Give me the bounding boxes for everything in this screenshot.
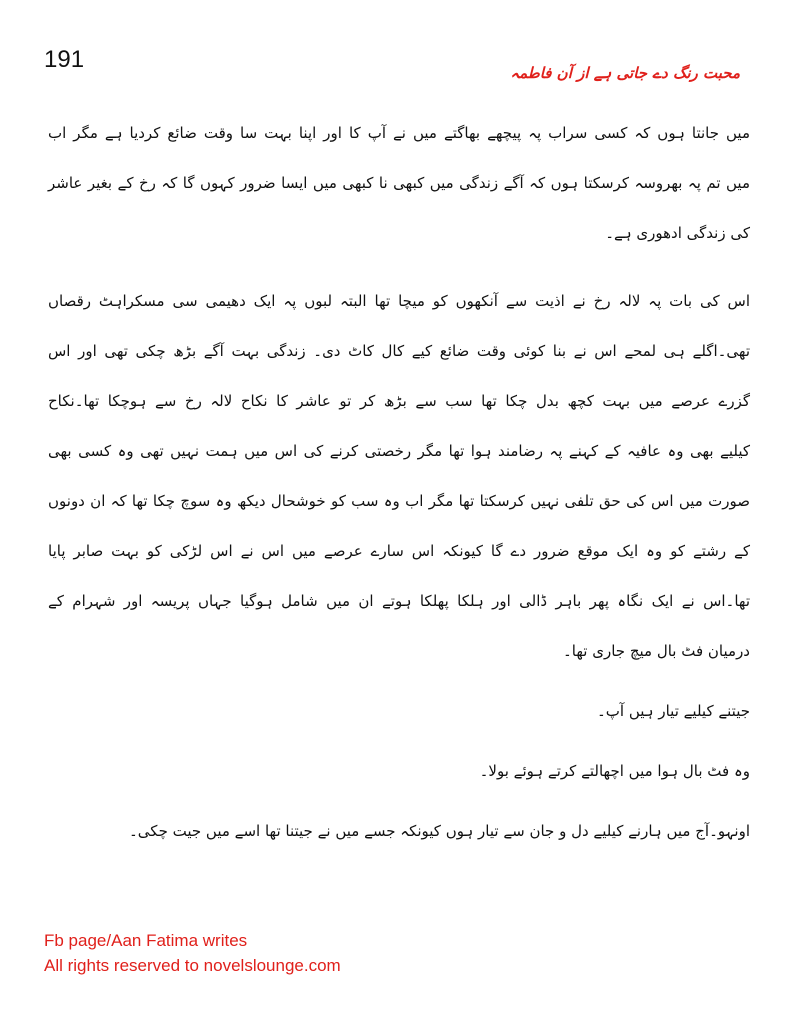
text-line: درمیان فٹ بال میچ جاری تھا۔ (563, 642, 750, 660)
text-line: صورت میں اس کی حق تلفی نہیں کرسکتا تھا مگر اب وہ سب کو خوشحال دیکھ وہ سوچ چکا تھا کہ ان دونوں (48, 492, 750, 510)
text-line: تھا۔اس نے ایک نگاہ پھر باہر ڈالی اور ہلکا پھلکا ہوتے ان میں شامل ہوگیا جہاں پریسہ اور شہرام کے (48, 592, 750, 610)
text-line: کی زندگی ادھوری ہے۔ (605, 224, 750, 242)
footer-rights: All rights reserved to novelslounge.com (44, 956, 341, 975)
text-line: کیلیے بھی وہ عافیہ کے کہنے پہ رضامند ہوا تھا مگر رخصتی کرنے کی اس میں ہمت نہیں تھی وہ کسی بھی (48, 442, 750, 460)
header-title: محبت رنگ دے جاتی ہے از آن فاطمہ (510, 64, 740, 82)
text-line: اس کی بات پہ لالہ رخ نے اذیت سے آنکھوں کو میچا تھا البتہ لبوں پہ ایک دھیمی سی مسکراہٹ رقصاں (48, 292, 750, 310)
paragraph-gap (48, 676, 750, 686)
text-line: گزرے عرصے میں بہت کچھ بدل چکا تھا سب سے بڑھ کر تو عاشر کا نکاح لالہ رخ سے ہوچکا تھا۔نکاح (48, 392, 750, 410)
text-line: جیتنے کیلیے تیار ہیں آپ۔ (597, 702, 750, 720)
footer-fb-page: Fb page/Aan Fatima writes (44, 931, 248, 950)
text-line: کے رشتے کو وہ ایک موقع ضرور دے گا کیونکہ اس سارے عرصے میں اس نے اس لڑکی کو بہت صابر پایا (48, 542, 750, 560)
paragraph-gap (48, 258, 750, 276)
text-line: اونہو۔آج میں ہارنے کیلیے دل و جان سے تیار ہوں کیونکہ جسے میں نے جیتنا تھا اسے میں جیت چکی۔ (129, 822, 750, 840)
page-number: 191 (44, 46, 85, 73)
text-line: وہ فٹ بال ہوا میں اچھالتے کرتے ہوئے بولا۔ (479, 762, 750, 780)
body-text (48, 108, 750, 856)
paragraph-gap (48, 796, 750, 806)
text-line: میں تم پہ بھروسہ کرسکتا ہوں کہ آگے زندگی میں کبھی نا کبھی میں ایسا ضرور کہوں گا کہ رخ کے بغیر عاشر (48, 174, 750, 192)
paragraph-gap (48, 736, 750, 746)
text-line: تھی۔اگلے ہی لمحے اس نے بنا کوئی وقت ضائع کیے کال کاٹ دی۔ زندگی بہت آگے بڑھ چکی تھی اور اس (48, 342, 750, 360)
text-line: میں جانتا ہوں کہ کسی سراب پہ پیچھے بھاگتے میں نے آپ کا اور اپنا بہت سا وقت ضائع کردیا ہے مگر اب (48, 124, 750, 142)
